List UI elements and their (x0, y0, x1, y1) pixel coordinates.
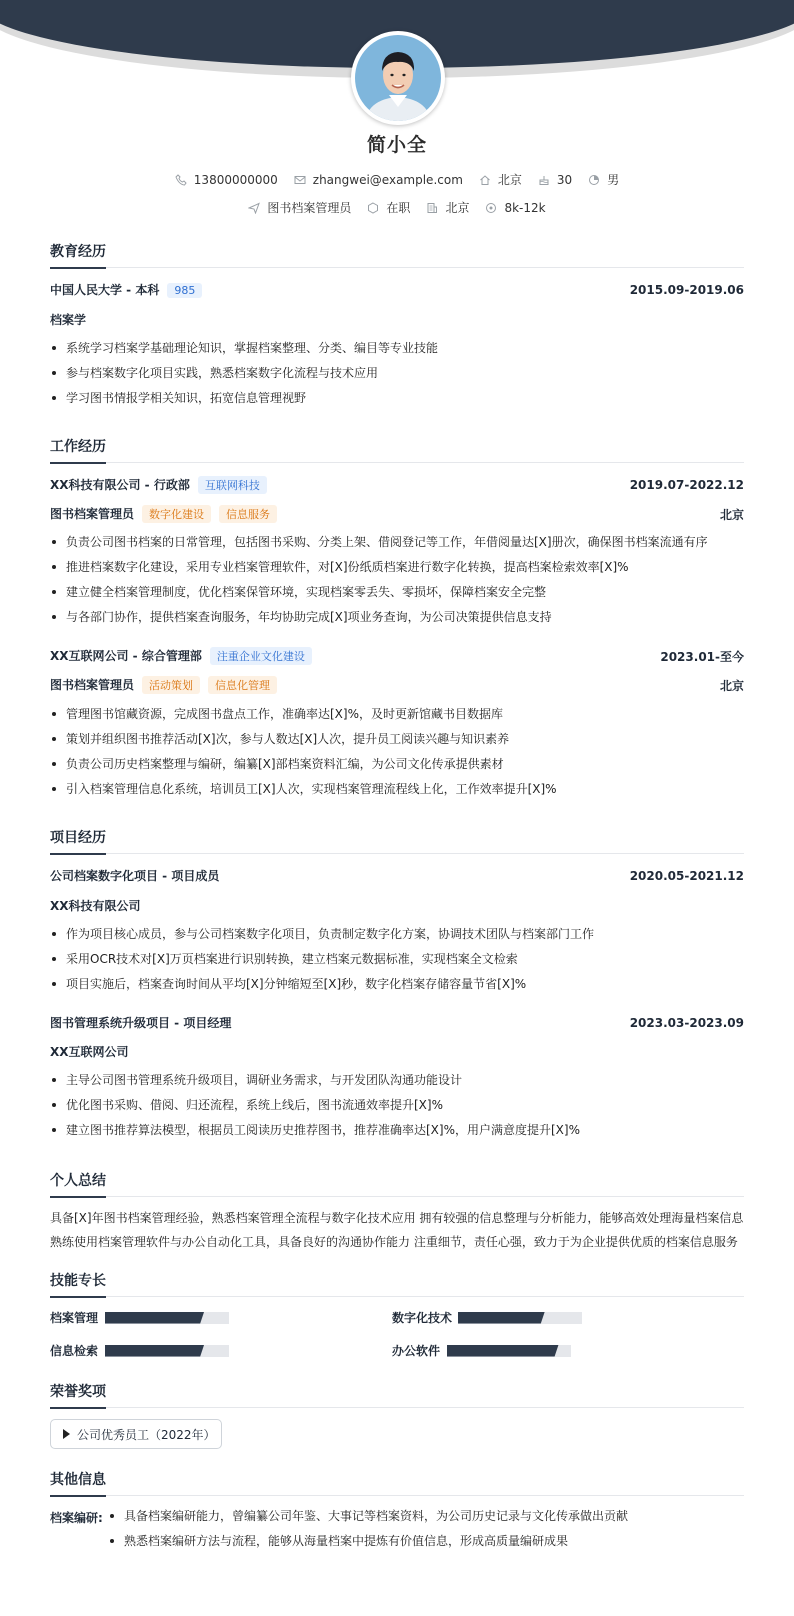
industry-tag: 注重企业文化建设 (210, 647, 312, 665)
project-bullets (50, 1073, 744, 1148)
summary-line: 熟练使用档案管理软件与办公自动化工具，具备良好的沟通协作能力 注重细节，责任心强，致力于为企业提供优质的档案信息服务 (50, 1235, 738, 1249)
school-tag: 985 (167, 283, 202, 298)
skill-name: 信息检索 (50, 1344, 99, 1358)
project-name: 图书管理系统升级项目 - 项目经理 (50, 1016, 232, 1030)
section-title: 教育经历 (50, 241, 744, 268)
list-item: 系统学习档案学基础理论知识，掌握档案整理、分类、编目等专业技能 (50, 341, 744, 366)
skill-bar (105, 1312, 229, 1324)
job-location: 北京 (719, 507, 744, 522)
other-label: 档案编研: (50, 1511, 103, 1525)
skill-bar-fill (105, 1345, 204, 1357)
skill-bar-fill (458, 1312, 545, 1324)
summary-text (50, 1206, 750, 1254)
project-company-row (50, 1043, 744, 1060)
list-item: 负责公司图书档案的日常管理，包括图书采购、分类上架、借阅登记等工作，年借阅量达[X]册次，确保图书档案流通有序 (50, 535, 744, 560)
school-name: 中国人民大学 - 本科 (50, 283, 160, 297)
education-date: 2015.09-2019.06 (629, 282, 744, 297)
list-item: 作为项目核心成员，参与公司档案数字化项目，负责制定数字化方案，协调技术团队与档案部门工作 (50, 927, 744, 952)
job-date: 2019.07-2022.12 (629, 478, 744, 492)
major: 档案学 (50, 313, 87, 327)
company-name: XX科技有限公司 - 行政部 (50, 478, 190, 492)
skill-bar (447, 1345, 571, 1357)
city-text: 北京 (497, 173, 522, 187)
job-header (50, 476, 744, 494)
section-title: 个人总结 (50, 1170, 744, 1197)
project-company: XX科技有限公司 (50, 899, 141, 913)
work-section (50, 436, 744, 463)
section-title: 项目经历 (50, 827, 744, 854)
awards-section (50, 1381, 744, 1408)
education-bullets (50, 341, 744, 416)
triangle-icon (63, 1429, 70, 1439)
status-text: 在职 (386, 201, 411, 215)
list-item: 建立图书推荐算法模型，根据员工阅读历史推荐图书，推荐准确率达[X]%，用户满意度提升[X]% (50, 1123, 744, 1148)
target-city-item (426, 199, 469, 216)
industry-tag: 互联网科技 (198, 476, 267, 494)
building-icon (426, 202, 438, 214)
major-row (50, 311, 744, 328)
list-item: 负责公司历史档案整理与编研，编纂[X]部档案资料汇编，为公司文化传承提供素材 (50, 757, 744, 782)
job-target-text: 图书档案管理员 (267, 201, 352, 215)
gender-item (588, 171, 619, 188)
list-item: 参与档案数字化项目实践，熟悉档案数字化流程与技术应用 (50, 366, 744, 391)
gender-text: 男 (607, 173, 620, 187)
skill-bar-fill (105, 1312, 204, 1324)
other-bullets (108, 1509, 628, 1559)
skills-section (50, 1270, 744, 1297)
job-target-item (248, 199, 351, 216)
gender-icon (588, 174, 600, 186)
list-item: 引入档案管理信息化系统，培训员工[X]人次，实现档案管理流程线上化，工作效率提升[X]% (50, 782, 744, 807)
list-item: 与各部门协作，提供档案查询服务，年均协助完成[X]项业务查询，为公司决策提供信息支持 (50, 610, 744, 635)
skill-tag: 活动策划 (142, 676, 200, 694)
phone-icon (175, 174, 187, 186)
salary-text: 8k-12k (504, 200, 546, 215)
section-title: 荣誉奖项 (50, 1381, 744, 1408)
project-bullets (50, 927, 744, 1002)
skill-bar-fill (447, 1345, 559, 1357)
other-section (50, 1469, 744, 1496)
skill-item (392, 1342, 571, 1359)
project-company: XX互联网公司 (50, 1045, 129, 1059)
list-item: 优化图书采购、借阅、归还流程，系统上线后，图书流通效率提升[X]% (50, 1098, 744, 1123)
avatar-photo (355, 35, 441, 121)
job-location: 北京 (719, 678, 744, 693)
list-item: 熟悉档案编研方法与流程，能够从海量档案中提炼有价值信息，形成高质量编研成果 (108, 1534, 628, 1559)
mail-icon (294, 174, 306, 186)
job-role-row (50, 505, 744, 523)
list-item: 推进档案数字化建设，采用专业档案管理软件，对[X]份纸质档案进行数字化转换，提高档案检索效率[X]% (50, 560, 744, 585)
list-item: 策划并组织图书推荐活动[X]次，参与人数达[X]人次，提升员工阅读兴趣与知识素养 (50, 732, 744, 757)
email-item (294, 173, 463, 187)
skill-name: 办公软件 (392, 1344, 441, 1358)
list-item: 建立健全档案管理制度，优化档案保管环境，实现档案零丢失、零损坏，保障档案安全完整 (50, 585, 744, 610)
company-name: XX互联网公司 - 综合管理部 (50, 649, 202, 663)
job-header (50, 647, 744, 665)
phone-text: 13800000000 (193, 172, 278, 187)
skill-name: 档案管理 (50, 1311, 99, 1325)
list-item: 采用OCR技术对[X]万页档案进行识别转换，建立档案元数据标准，实现档案全文检索 (50, 952, 744, 977)
job-bullets (50, 707, 744, 807)
list-item: 具备档案编研能力，曾编纂公司年鉴、大事记等档案资料，为公司历史记录与文化传承做出贡献 (108, 1509, 628, 1534)
send-icon (248, 202, 260, 214)
candidate-name: 简小全 (366, 134, 427, 156)
job-role: 图书档案管理员 (50, 507, 135, 521)
job-date: 2023.01-至今 (660, 649, 744, 664)
target-city-text: 北京 (445, 201, 470, 215)
list-item: 管理图书馆藏资源，完成图书盘点工作，准确率达[X]%，及时更新馆藏书目数据库 (50, 707, 744, 732)
project-name: 公司档案数字化项目 - 项目成员 (50, 869, 220, 883)
skill-name: 数字化技术 (392, 1311, 453, 1325)
salary-item (485, 201, 545, 215)
phone-item (175, 173, 278, 187)
home-icon (479, 174, 491, 186)
skill-bar (458, 1312, 582, 1324)
list-item: 主导公司图书管理系统升级项目，调研业务需求，与开发团队沟通功能设计 (50, 1073, 744, 1098)
award-item (50, 1419, 222, 1449)
project-header (50, 1014, 744, 1031)
skill-item (392, 1309, 582, 1326)
email-text: zhangwei@example.com (312, 172, 463, 187)
contact-row (0, 171, 794, 188)
education-header (50, 281, 744, 298)
salary-icon (485, 202, 497, 214)
job-bullets (50, 535, 744, 635)
projects-section (50, 827, 744, 854)
project-company-row (50, 897, 744, 914)
skill-tag: 数字化建设 (142, 505, 211, 523)
job-role: 图书档案管理员 (50, 678, 135, 692)
age-item (538, 173, 572, 187)
job-intent-row (0, 199, 794, 216)
city-item (479, 171, 522, 188)
list-item: 项目实施后，档案查询时间从平均[X]分钟缩短至[X]秒，数字化档案存储容量节省[X]% (50, 977, 744, 1002)
skill-item (50, 1309, 229, 1326)
avatar (351, 31, 445, 125)
project-header (50, 867, 744, 884)
skill-tag: 信息化管理 (208, 676, 277, 694)
section-title: 技能专长 (50, 1270, 744, 1297)
skill-item (50, 1342, 229, 1359)
status-icon (367, 202, 379, 214)
project-date: 2020.05-2021.12 (629, 868, 744, 883)
cake-icon (538, 174, 550, 186)
summary-section (50, 1170, 744, 1197)
section-title: 其他信息 (50, 1469, 744, 1496)
list-item: 学习图书情报学相关知识，拓宽信息管理视野 (50, 391, 744, 416)
summary-line: 具备[X]年图书档案管理经验，熟悉档案管理全流程与数字化技术应用 拥有较强的信息整理与分析能力，能够高效处理海量档案信息 (50, 1211, 744, 1225)
job-role-row (50, 676, 744, 694)
project-date: 2023.03-2023.09 (629, 1015, 744, 1030)
skill-bar (105, 1345, 229, 1357)
section-title: 工作经历 (50, 436, 744, 463)
status-item (367, 199, 410, 216)
award-text: 公司优秀员工（2022年） (77, 1427, 216, 1442)
age-text: 30 (556, 172, 573, 187)
skill-tag: 信息服务 (219, 505, 277, 523)
education-section (50, 241, 744, 268)
